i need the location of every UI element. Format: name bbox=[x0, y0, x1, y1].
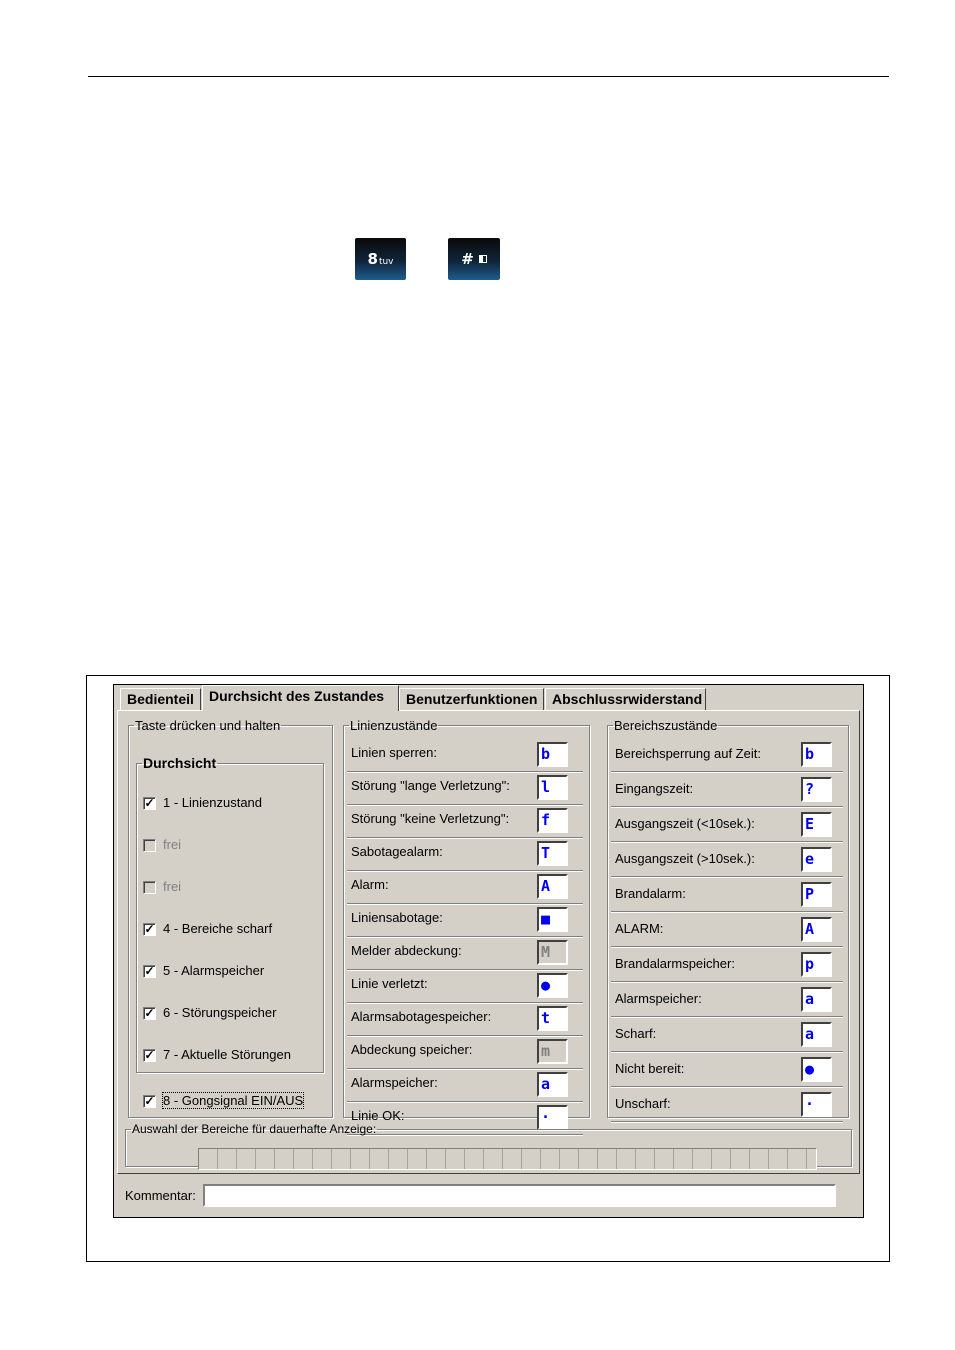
settings-window bbox=[113, 684, 864, 1218]
line-state-symbol-field[interactable]: ■ bbox=[537, 907, 568, 932]
area-state-label: Alarmspeicher: bbox=[615, 991, 702, 1006]
area-state-label: Bereichsperrung auf Zeit: bbox=[615, 746, 761, 761]
area-state-row bbox=[611, 983, 843, 1017]
line-state-label: Linien sperren: bbox=[351, 745, 437, 760]
line-state-label: Linie verletzt: bbox=[351, 976, 428, 991]
review-option-checkbox[interactable]: ✓ bbox=[144, 796, 155, 810]
line-state-label: Störung "lange Verletzung": bbox=[351, 778, 510, 793]
area-state-symbol-field[interactable]: · bbox=[801, 1092, 832, 1117]
line-state-row bbox=[347, 971, 583, 1003]
key-8-button[interactable] bbox=[355, 238, 406, 280]
review-option-checkbox bbox=[143, 839, 156, 852]
tab-abschlussrwiderstand[interactable] bbox=[545, 688, 706, 710]
area-state-row bbox=[611, 1088, 843, 1122]
area-state-symbol-field[interactable]: ? bbox=[801, 777, 832, 802]
area-state-label: ALARM: bbox=[615, 921, 664, 936]
review-option-label[interactable]: 5 - Alarmspeicher bbox=[163, 963, 265, 978]
review-option-label[interactable]: 1 - Linienzustand bbox=[163, 795, 263, 810]
line-state-row bbox=[347, 905, 583, 937]
line-state-symbol-field[interactable]: f bbox=[537, 808, 568, 833]
area-state-label: Brandalarmspeicher: bbox=[615, 956, 735, 971]
tab-bedienteil[interactable] bbox=[120, 688, 201, 710]
review-option-label[interactable]: 4 - Bereiche scharf bbox=[163, 921, 273, 936]
area-state-row bbox=[611, 878, 843, 912]
line-states-legend: Linienzustände bbox=[350, 718, 438, 733]
line-state-row bbox=[347, 1037, 583, 1069]
press-hold-group bbox=[128, 718, 333, 1118]
line-state-row bbox=[347, 839, 583, 871]
area-state-label: Scharf: bbox=[615, 1026, 657, 1041]
area-state-label: Nicht bereit: bbox=[615, 1061, 685, 1076]
line-state-label: Alarmsabotagespeicher: bbox=[351, 1009, 492, 1024]
area-states-group bbox=[607, 718, 849, 1118]
review-option-checkbox[interactable]: ✓ bbox=[144, 1048, 155, 1062]
area-state-label: Ausgangszeit (>10sek.): bbox=[615, 851, 755, 866]
area-state-symbol-field[interactable]: p bbox=[801, 952, 832, 977]
area-state-row bbox=[611, 1018, 843, 1052]
area-state-row bbox=[611, 913, 843, 947]
area-state-row bbox=[611, 738, 843, 772]
review-option-label[interactable]: 7 - Aktuelle Störungen bbox=[163, 1047, 291, 1062]
key-hash-button[interactable] bbox=[448, 238, 500, 280]
key-8-sub: tuv bbox=[378, 256, 394, 267]
gong-label[interactable]: 8 - Gongsignal EIN/AUS bbox=[163, 1093, 304, 1108]
tab-label: Bedienteil bbox=[127, 691, 194, 707]
area-state-symbol-field[interactable]: A bbox=[801, 917, 832, 942]
review-option-label[interactable]: 6 - Störungspeicher bbox=[163, 1005, 277, 1020]
line-state-symbol-field[interactable]: ● bbox=[537, 973, 568, 998]
review-option-checkbox bbox=[143, 881, 156, 894]
line-state-symbol-field[interactable]: T bbox=[537, 841, 568, 866]
area-state-label: Brandalarm: bbox=[615, 886, 686, 901]
area-state-symbol-field[interactable]: P bbox=[801, 882, 832, 907]
line-state-row bbox=[347, 872, 583, 904]
line-state-symbol-field[interactable]: A bbox=[537, 874, 568, 899]
area-state-label: Ausgangszeit (<10sek.): bbox=[615, 816, 755, 831]
line-state-row bbox=[347, 1004, 583, 1036]
tab-label: Abschlussrwiderstand bbox=[552, 691, 703, 707]
line-state-symbol-field[interactable]: · bbox=[537, 1105, 568, 1130]
line-state-label: Alarm: bbox=[351, 877, 389, 892]
review-option-label: frei bbox=[163, 837, 182, 852]
line-state-label: Linie OK: bbox=[351, 1108, 405, 1123]
comment-label: Kommentar: bbox=[125, 1188, 196, 1203]
line-state-row bbox=[347, 773, 583, 805]
gong-checkbox[interactable]: ✓ bbox=[144, 1094, 155, 1108]
line-state-row bbox=[347, 1070, 583, 1102]
area-selection-bar[interactable] bbox=[198, 1148, 817, 1170]
line-state-symbol-field[interactable]: a bbox=[537, 1072, 568, 1097]
tab-benutzerfunktionen[interactable] bbox=[399, 688, 544, 710]
area-states-legend: Bereichszustände bbox=[614, 718, 718, 733]
review-option-checkbox[interactable]: ✓ bbox=[144, 964, 155, 978]
line-state-row bbox=[347, 740, 583, 772]
area-state-symbol-field[interactable]: a bbox=[801, 987, 832, 1012]
tab-durchsicht-des-zustandes[interactable] bbox=[202, 685, 399, 711]
area-state-symbol-field[interactable]: ● bbox=[801, 1057, 832, 1082]
review-legend: Durchsicht bbox=[143, 755, 217, 771]
area-state-label: Eingangszeit: bbox=[615, 781, 694, 796]
area-state-row bbox=[611, 1053, 843, 1087]
half-square-icon bbox=[479, 255, 487, 263]
line-states-group bbox=[343, 718, 590, 1126]
area-state-row bbox=[611, 808, 843, 842]
review-group bbox=[136, 755, 324, 1073]
line-state-row bbox=[347, 938, 583, 970]
line-state-label: Liniensabotage: bbox=[351, 910, 443, 925]
line-state-label: Sabotagealarm: bbox=[351, 844, 443, 859]
line-state-symbol-field: m bbox=[537, 1039, 568, 1064]
line-state-label: Störung "keine Verletzung": bbox=[351, 811, 510, 826]
key-hash-main: # bbox=[461, 250, 474, 268]
header-rule bbox=[88, 76, 889, 77]
line-state-row bbox=[347, 806, 583, 838]
area-state-row bbox=[611, 843, 843, 877]
display-selection-legend: Auswahl der Bereiche für dauerhafte Anzeige: bbox=[132, 1122, 377, 1136]
press-hold-legend: Taste drücken und halten bbox=[135, 718, 281, 733]
review-option-checkbox[interactable]: ✓ bbox=[144, 922, 155, 936]
line-state-symbol-field[interactable]: t bbox=[537, 1006, 568, 1031]
area-state-symbol-field[interactable]: E bbox=[801, 812, 832, 837]
review-option-checkbox[interactable]: ✓ bbox=[144, 1006, 155, 1020]
line-state-label: Melder abdeckung: bbox=[351, 943, 462, 958]
tab-panel bbox=[117, 710, 860, 1174]
line-state-symbol-field: M bbox=[537, 940, 568, 965]
area-state-symbol-field[interactable]: a bbox=[801, 1022, 832, 1047]
line-state-label: Alarmspeicher: bbox=[351, 1075, 438, 1090]
area-state-row bbox=[611, 773, 843, 807]
tab-label: Durchsicht des Zustandes bbox=[209, 688, 385, 704]
key-8-main: 8 bbox=[367, 250, 378, 268]
comment-input[interactable] bbox=[203, 1184, 836, 1207]
line-state-symbol-field[interactable]: b bbox=[537, 742, 568, 767]
display-selection-group bbox=[125, 1122, 852, 1167]
line-state-label: Abdeckung speicher: bbox=[351, 1042, 473, 1057]
line-state-symbol-field[interactable]: l bbox=[537, 775, 568, 800]
review-option-label: frei bbox=[163, 879, 182, 894]
area-state-row bbox=[611, 948, 843, 982]
area-state-symbol-field[interactable]: e bbox=[801, 847, 832, 872]
tab-label: Benutzerfunktionen bbox=[406, 691, 538, 707]
area-state-symbol-field[interactable]: b bbox=[801, 742, 832, 767]
area-state-label: Unscharf: bbox=[615, 1096, 671, 1111]
